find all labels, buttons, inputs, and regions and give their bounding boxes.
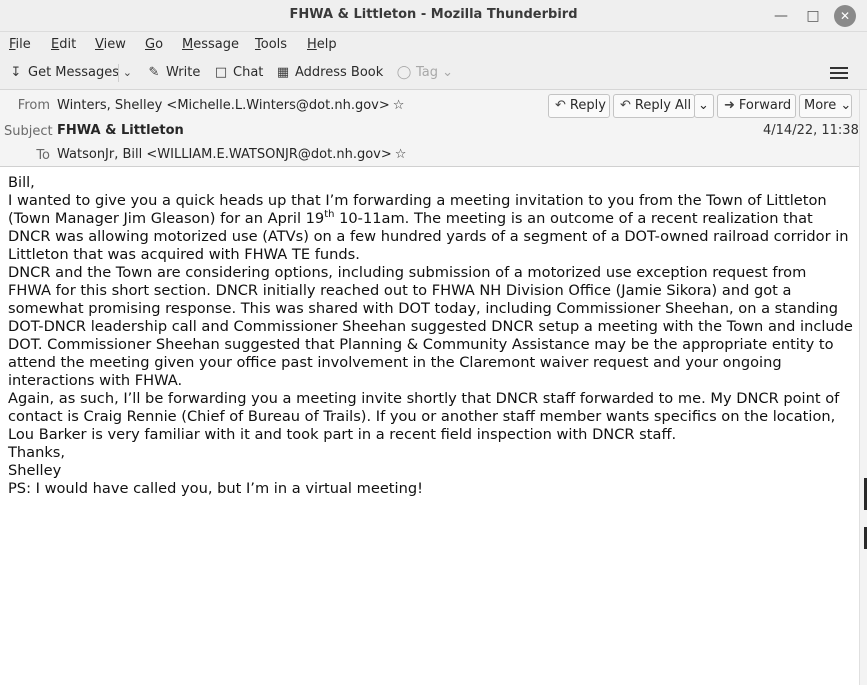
reply-button[interactable]: ↶ Reply [548, 94, 610, 118]
star-icon[interactable]: ☆ [394, 147, 407, 162]
menu-edit[interactable]: Edit [51, 37, 77, 52]
from-label: From [17, 98, 50, 113]
write-button[interactable]: ✎ Write [146, 65, 200, 80]
menu-go[interactable]: Go [145, 37, 164, 52]
chevron-down-icon: ⌄ [698, 98, 709, 113]
tag-icon: ◯ [396, 65, 412, 80]
get-messages-button[interactable]: ↧ Get Messages [8, 65, 119, 80]
to-label: To [36, 148, 50, 163]
forward-button[interactable]: ➜ Forward [717, 94, 796, 118]
message-body [8, 174, 853, 498]
more-button[interactable]: More ⌄ [799, 94, 852, 118]
postscript: PS: I would have called you, but I’m in a virtual meeting! [8, 480, 423, 497]
minimize-icon[interactable]: — [774, 8, 788, 24]
maximize-icon[interactable]: □ [806, 8, 820, 24]
address-book-icon: ▦ [276, 65, 290, 80]
pencil-icon: ✎ [148, 65, 160, 80]
star-icon[interactable]: ☆ [392, 98, 405, 113]
reply-all-button[interactable]: ↶ Reply All [613, 94, 695, 118]
message-header [0, 90, 859, 167]
reply-all-dropdown[interactable] [694, 94, 714, 118]
title-bar [0, 0, 867, 32]
menu-tools[interactable]: Tools [255, 37, 288, 52]
menu-message[interactable]: Message [182, 37, 239, 52]
chat-icon: □ [214, 65, 228, 80]
reply-icon: ↶ [555, 98, 566, 113]
sign-off: Thanks, [8, 444, 66, 461]
chevron-down-icon: ⌄ [122, 66, 132, 79]
close-icon[interactable]: ✕ [834, 5, 856, 27]
signature: Shelley [8, 462, 62, 479]
download-icon: ↧ [10, 65, 22, 80]
tag-button[interactable]: ◯ Tag ⌄ [396, 65, 454, 80]
window-title: FHWA & Littleton - Mozilla Thunderbird [289, 7, 578, 22]
paragraph-3: Again, as such, I’ll be forwarding you a meeting invite shortly that DNCR staff forwarded to me. My DNCR point of contact is Craig Rennie (Chief of Bureau of Trails). If you or another staff member wants specifics on the location, Lou Barker is very familiar with it and took part in a recent field inspection with DNCR staff. [8, 390, 840, 443]
paragraph-2: DNCR and the Town are considering options, including submission of a motorized use exception request from FHWA for this short section. DNCR initially reached out to FHWA NH Division Office (Jamie Sikora) and got a somewhat promising response. This was shared with DOT today, including Commissioner Sheehan, on a standing DOT-DNCR leadership call and Commissioner Sheehan suggested DNCR setup a meeting with the Town and include DOT. Commissioner Sheehan suggested that Planning & Community Assistance may be the appropriate entity to attend the meeting given your office past involvement in the Claremont waiver request and your ongoing interactions with FHWA. [8, 264, 853, 389]
scrollbar[interactable] [859, 90, 867, 685]
subject-label: Subject [4, 124, 53, 139]
reply-all-icon: ↶ [620, 98, 631, 113]
address-book-button[interactable]: ▦ Address Book [276, 65, 384, 80]
menu-view[interactable]: View [95, 37, 126, 52]
message-date: 4/14/22, 11:38 [763, 123, 859, 138]
subject-value: FHWA & Littleton [57, 123, 184, 138]
app-menu-icon[interactable] [830, 64, 848, 82]
menu-bar [0, 32, 867, 58]
get-messages-dropdown[interactable] [118, 64, 132, 82]
greeting: Bill, [8, 174, 35, 191]
chat-button[interactable]: □ Chat [214, 65, 264, 80]
menu-help[interactable]: Help [307, 37, 337, 52]
forward-icon: ➜ [724, 98, 735, 113]
chevron-down-icon: ⌄ [840, 98, 852, 113]
to-value[interactable]: WatsonJr, Bill <WILLIAM.E.WATSONJR@dot.nh.gov> ☆ [57, 147, 407, 162]
paragraph-1: I wanted to give you a quick heads up that I’m forwarding a meeting invitation to you from the Town of Littleton (Town Manager Jim Gleason) for an April 19th 10-11am. The meeting is an outcome of a recent realization that DNCR was allowing motorized use (ATVs) on a few hundred yards of a segment of a DOT-owned railroad corridor in Littleton that was acquired with FHWA TE funds. [8, 192, 849, 263]
menu-file[interactable]: File [9, 37, 31, 52]
from-value[interactable]: Winters, Shelley <Michelle.L.Winters@dot.nh.gov> ☆ [57, 98, 405, 113]
